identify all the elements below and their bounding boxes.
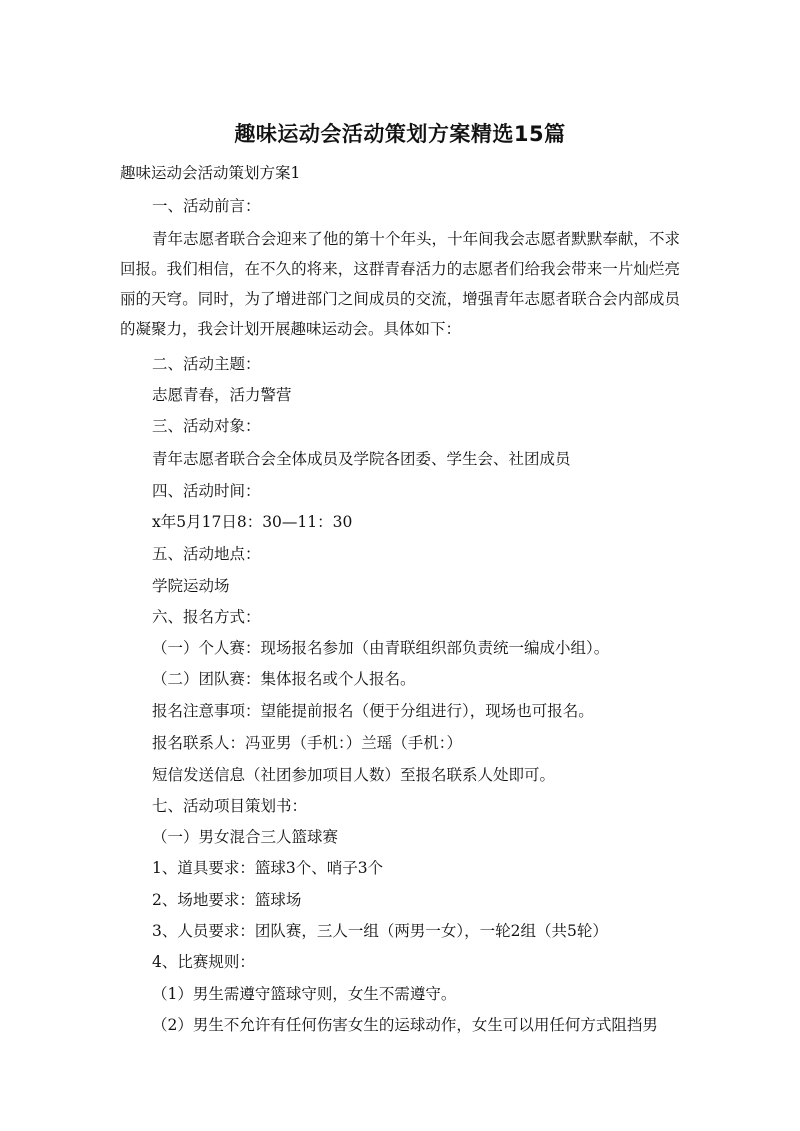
text-line: 4、比赛规则： <box>152 953 255 971</box>
text-line: 报名联系人：冯亚男（手机：）兰瑶（手机：） <box>152 734 463 752</box>
text-line: 2、场地要求：篮球场 <box>152 891 302 909</box>
text-line: 1、道具要求：篮球3个、哨子3个 <box>152 859 384 877</box>
text-line: （二）团队赛：集体报名或个人报名。 <box>152 670 416 688</box>
text-line: 五、活动地点： <box>152 545 261 563</box>
text-line: 一、活动前言： <box>152 197 261 215</box>
text-line: 青年志愿者联合会全体成员及学院各团委、学生会、社团成员 <box>152 450 571 468</box>
text-line: 六、报名方式： <box>152 608 261 626</box>
text-line: 3、人员要求：团队赛，三人一组（两男一女），一轮2组（共5轮） <box>152 922 608 940</box>
text-line: 学院运动场 <box>152 577 230 595</box>
text-line: 短信发送信息（社团参加项目人数）至报名联系人处即可。 <box>152 766 556 784</box>
text-line: x年5月17日8：30—11：30 <box>152 513 353 531</box>
text-line: （1）男生需遵守篮球守则，女生不需遵守。 <box>152 985 457 1003</box>
text-line: 二、活动主题： <box>152 355 261 373</box>
text-line: 志愿青春，活力警营 <box>152 386 292 404</box>
text-line: 报名注意事项：望能提前报名（便于分组进行），现场也可报名。 <box>152 702 594 720</box>
text-line: （一）男女混合三人篮球赛 <box>152 828 339 846</box>
text-line: 四、活动时间： <box>152 482 261 500</box>
text-line: 七、活动项目策划书： <box>152 797 308 815</box>
text-line: 三、活动对象： <box>152 417 261 435</box>
text-line: （一）个人赛：现场报名参加（由青联组织部负责统一编成小组）。 <box>152 639 610 657</box>
section-heading: 趣味运动会活动策划方案1 <box>120 164 301 182</box>
text-line: （2）男生不允许有任何伤害女生的运球动作，女生可以用任何方式阻挡男 <box>152 1016 658 1034</box>
document-title: 趣味运动会活动策划方案精选15篇 <box>234 122 566 146</box>
paragraph: 青年志愿者联合会迎来了他的第十个年头，十年间我会志愿者默默奉献，不求回报。我们相信，在不久的将来，这群青春活力的志愿者们给我会带来一片灿烂亮丽的天穹。同时，为了增进部门之间成员的交流，增强青年志愿者联合会内部成员的凝聚力，我会计划开展趣味运动会。具体如下： <box>120 230 680 338</box>
